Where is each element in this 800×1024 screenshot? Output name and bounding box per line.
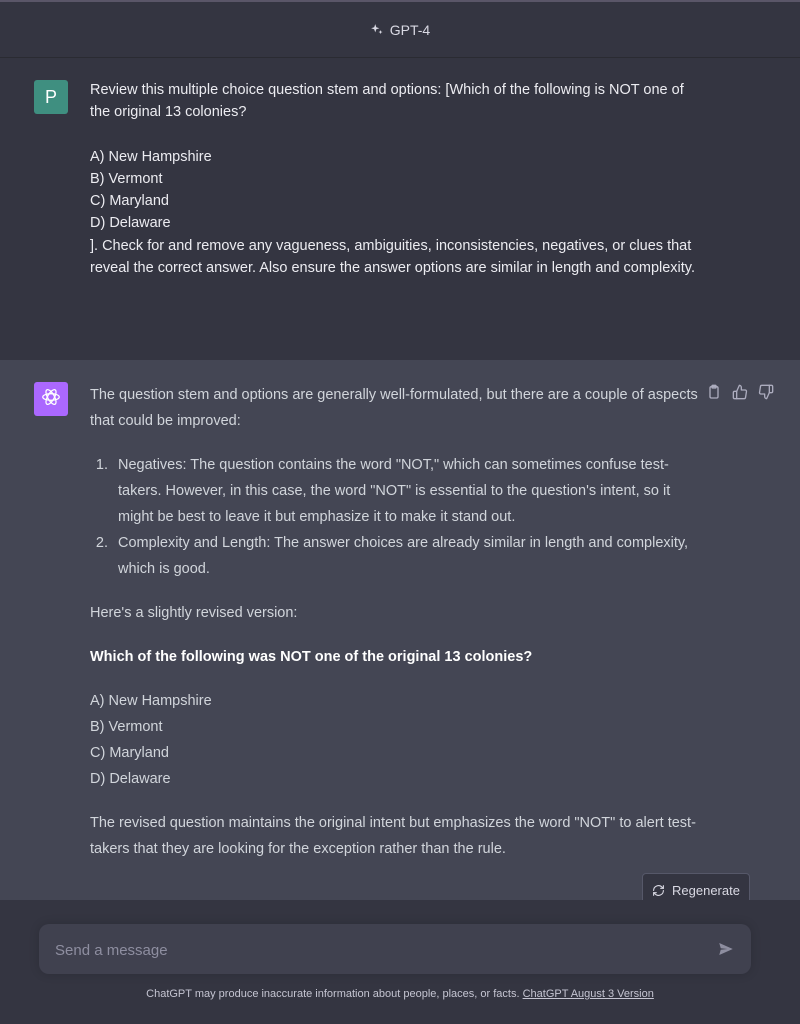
version-link[interactable]: ChatGPT August 3 Version <box>522 988 654 1000</box>
user-option: D) Delaware <box>90 215 171 232</box>
send-icon[interactable] <box>717 940 735 958</box>
user-option: A) New Hampshire <box>90 148 212 165</box>
composer-area <box>0 900 800 1024</box>
thumbs-down-icon[interactable] <box>758 384 774 400</box>
user-option: C) Maryland <box>90 193 169 210</box>
user-line-2: ]. Check for and remove any vagueness, ambiguities, inconsistencies, negatives, or clues that reveal the correct answer. Also ensure the answer options are similar in length and complexity. <box>90 237 696 277</box>
disclaimer <box>0 988 800 1000</box>
thumbs-up-icon[interactable] <box>732 384 748 400</box>
revised-question: Which of the following was NOT one of the original 13 colonies? <box>90 649 533 665</box>
list-item: 1. Negatives: The question contains the word "NOT," which can sometimes confuse test-takers. However, in this case, the word "NOT" is essential to the question's intent, so it might be best to leave it but emphasize it to make it stand out. <box>112 452 700 530</box>
user-line-1: Review this multiple choice question stem and options: [Which of the following is NOT one of the original 13 colonies? <box>90 82 684 121</box>
assistant-intro: The question stem and options are generally well-formulated, but there are a couple of aspects that could be improved: <box>90 387 698 429</box>
user-avatar <box>34 80 68 114</box>
message-composer <box>39 924 751 974</box>
clipboard-icon[interactable] <box>706 384 722 400</box>
suggestion-list <box>90 452 700 582</box>
revised-option: C) Maryland <box>90 745 169 761</box>
user-avatar-letter: P <box>44 86 57 107</box>
user-option: B) Vermont <box>90 170 163 187</box>
disclaimer-text: ChatGPT may produce inaccurate information about people, places, or facts. <box>146 988 523 1000</box>
revised-intro: Here's a slightly revised version: <box>90 605 298 621</box>
revised-option: A) New Hampshire <box>90 693 212 709</box>
refresh-icon <box>652 884 665 897</box>
user-message <box>0 58 800 360</box>
message-input[interactable] <box>53 924 697 976</box>
user-message-text <box>90 79 700 279</box>
model-header <box>0 2 800 58</box>
sparkle-icon <box>370 23 384 37</box>
assistant-message-text <box>90 382 700 862</box>
model-name: GPT-4 <box>389 21 431 38</box>
regenerate-label: Regenerate <box>672 882 740 898</box>
assistant-closing: The revised question maintains the original intent but emphasizes the word "NOT" to alert test-takers that they are looking for the exception rather than the rule. <box>90 815 696 857</box>
openai-logo-icon <box>40 386 62 413</box>
assistant-avatar <box>34 382 68 416</box>
list-item: 2. Complexity and Length: The answer choices are already similar in length and complexity, which is good. <box>112 530 700 582</box>
assistant-message <box>0 360 800 900</box>
revised-option: B) Vermont <box>90 719 163 735</box>
message-actions <box>706 384 774 400</box>
revised-option: D) Delaware <box>90 771 171 787</box>
